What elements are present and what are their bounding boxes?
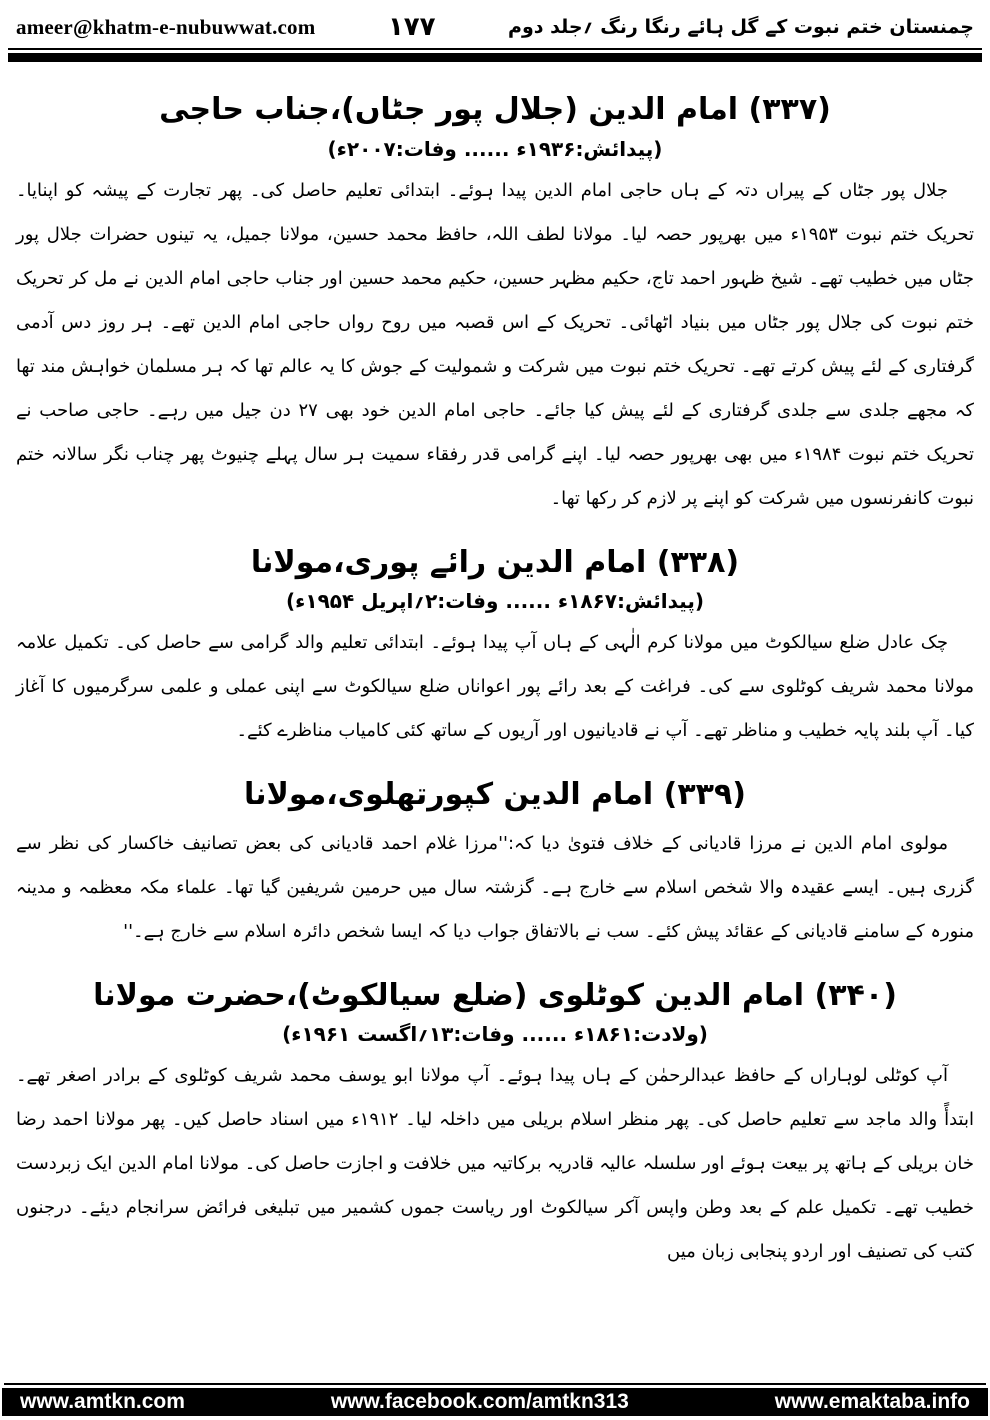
footer-rule-thin [4, 1383, 986, 1385]
book-title: چمنستان ختم نبوت کے گل ہائے رنگا رنگ ؍جلد دوم [508, 16, 974, 38]
section-heading: (۳۴۰) امام الدین کوٹلوی (ضلع سیالکوٹ)،حضرت مولانا [93, 977, 897, 1013]
section-heading: (۳۳۹) امام الدین کپورتھلوی،مولانا [244, 777, 746, 812]
section-dates: (ولادت:۱۸۶۱ء ...... وفات:۱۳؍اگست ۱۹۶۱ء) [282, 1022, 708, 1046]
page-content [0, 62, 990, 1274]
footer-url-amtkn: www.amtkn.com [20, 1390, 185, 1413]
footer-url-emaktaba: www.emaktaba.info [774, 1390, 970, 1413]
section-340 [16, 976, 974, 1275]
section-dates: (پیدائش:۱۹۳۶ء ...... وفات:۲۰۰۷ء) [327, 136, 663, 161]
section-body: جلال پور جٹاں کے پیراں دتہ کے ہاں حاجی امام الدین پیدا ہوئے۔ ابتدائی تعلیم حاصل کی۔ پھر تجارت کے پیشہ کو اپنایا۔ تحریک ختم نبوت ۱۹۵۳ء میں بھرپور حصہ لیا۔ مولانا لطف اللہ، حافظ محمد حسین، مولانا جمیل، یہ تینوں حضرات جلال پور جٹاں میں خطیب تھے۔ شیخ ظہور احمد تاج، حکیم مظہر حسین، حکیم محمد حسین اور جناب حاجی امام الدین نے مل کر تحریک ختم نبوت کی جلال پور جٹاں میں بنیاد اٹھائی۔ تحریک کے اس قصبہ میں روح رواں حاجی امام الدین تھے۔ ہر روز دس آدمی گرفتاری کے لئے پیش کرتے تھے۔ تحریک ختم نبوت میں شرکت و شمولیت کے جوش کا یہ عالم تھا کہ ہر مسلمان خواہش مند تھا کہ مجھے جلدی سے جلدی گرفتاری کے لئے پیش کیا جائے۔ حاجی امام الدین خود بھی ۲۷ دن جیل میں رہے۔ حاجی صاحب نے تحریک ختم نبوت ۱۹۸۴ء میں بھی بھرپور حصہ لیا۔ اپنے گرامی قدر رفقاء سمیت ہر سال پہلے چنیوٹ پھر چناب نگر سالانہ ختم نبوت کانفرنسوں میں شرکت کو اپنے پر لازم کر رکھا تھا۔ [16, 179, 975, 509]
footer-bar [2, 1388, 988, 1416]
page-header [0, 0, 990, 48]
section-338 [16, 543, 974, 754]
page-footer [0, 1383, 990, 1416]
footer-url-facebook: www.facebook.com/amtkn313 [330, 1390, 629, 1413]
page-number: ۱۷۷ [387, 12, 436, 42]
section-339 [16, 775, 974, 954]
section-heading: (۳۳۸) امام الدین رائے پوری،مولانا [250, 544, 740, 580]
section-body: آپ کوٹلی لوہاراں کے حافظ عبدالرحمٰن کے ہاں پیدا ہوئے۔ آپ مولانا ابو یوسف محمد شریف کوٹلوی کے برادر اصغر تھے۔ ابتدأً والد ماجد سے تعلیم حاصل کی۔ پھر منظر اسلام بریلی میں داخلہ لیا۔ ۱۹۱۲ء میں اسناد حاصل کیں۔ پھر مولانا احمد رضا خان بریلی کے ہاتھ پر بیعت ہوئے اور سلسلہ عالیہ قادریہ برکاتیہ میں خلافت و اجازت حاصل کی۔ مولانا امام الدین ایک زبردست خطیب تھے۔ تکمیل علم کے بعد وطن واپس آکر سیالکوٹ اور ریاست جموں کشمیر میں تبلیغی فرائض سرانجام دیئے۔ درجنوں کتب کی تصنیف اور اردو پنجابی زبان میں [16, 1065, 974, 1262]
header-rule-thick [8, 53, 982, 62]
section-dates: (پیدائش:۱۸۶۷ء ...... وفات:۲؍اپریل ۱۹۵۴ء) [286, 589, 704, 613]
section-heading: (۳۳۷) امام الدین (جلال پور جٹاں)،جناب حاجی [159, 92, 831, 127]
section-337 [16, 90, 974, 521]
header-email: ameer@khatm-e-nubuwwat.com [16, 14, 316, 39]
section-body: مولوی امام الدین نے مرزا قادیانی کے خلاف فتویٰ دیا کہ:''مرزا غلام احمد قادیانی کی بعض تصانیف خاکسار کی نظر سے گزری ہیں۔ ایسے عقیدہ والا شخص اسلام سے خارج ہے۔ گزشتہ سال میں حرمین شریفین گیا تھا۔ علماء مکہ معظمہ و مدینہ منورہ کے سامنے قادیانی کے عقائد پیش کئے۔ سب نے بالاتفاق جواب دیا کہ ایسا شخص دائرہ اسلام سے خارج ہے۔'' [16, 832, 974, 942]
section-body: چک عادل ضلع سیالکوٹ میں مولانا کرم الٰہی کے ہاں آپ پیدا ہوئے۔ ابتدائی تعلیم والد گرامی سے حاصل کی۔ تکمیل علامہ مولانا محمد شریف کوٹلوی سے کی۔ فراغت کے بعد رائے پور اعواناں ضلع سیالکوٹ سے اپنی عملی و علمی سرگرمیوں کا آغاز کیا۔ آپ بلند پایہ خطیب و مناظر تھے۔ آپ نے قادیانیوں اور آریوں کے ساتھ کئی کامیاب مناظرے کئے۔ [16, 632, 974, 741]
header-rule-thin [8, 48, 982, 50]
